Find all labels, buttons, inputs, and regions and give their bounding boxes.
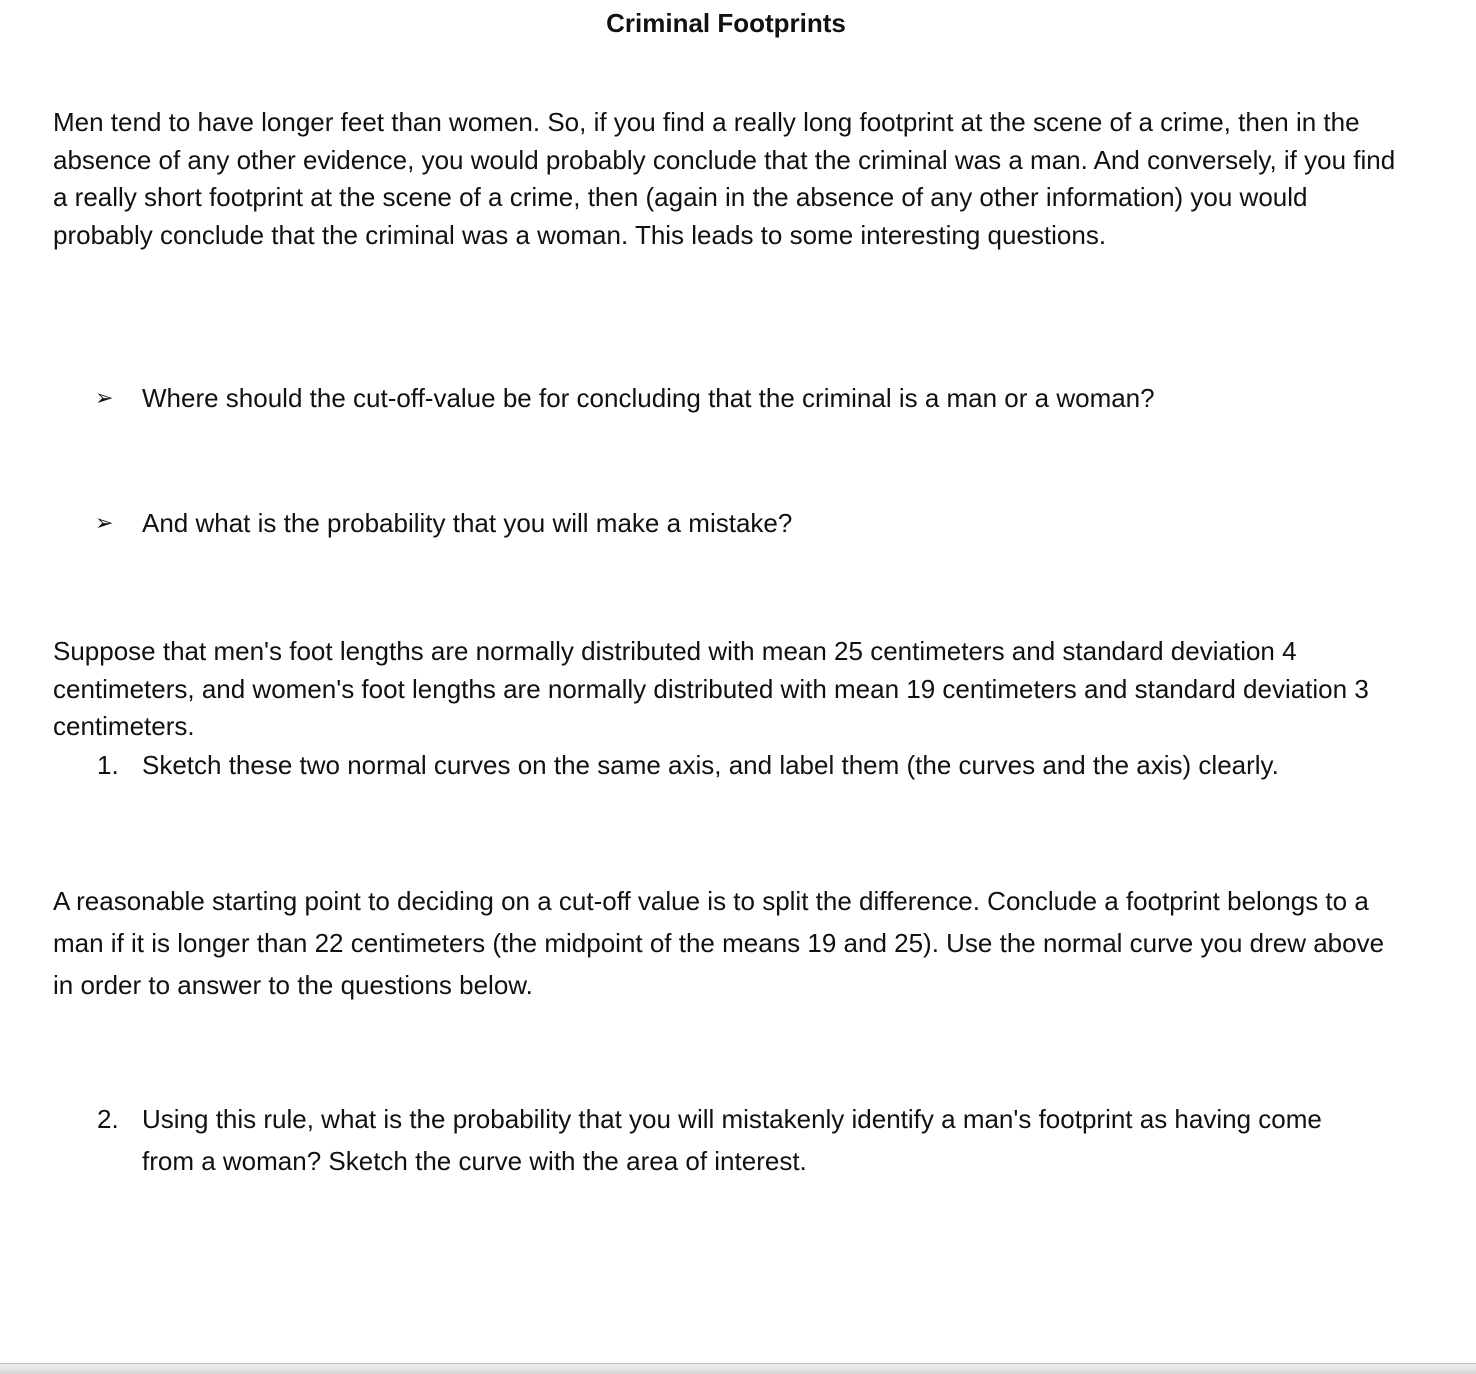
intro-paragraph: Men tend to have longer feet than women. So, if you find a really long footprint at the scene of a crime, then in the absence of any other evidence, you would probably conclude that the criminal was a man. And conversely, if you find a really short footprint at the scene of a crime, then (again in the absence of any other information) you would probably conclude that the criminal was a woman. This leads to some interesting questions.	[53, 107, 1396, 250]
arrow-bullet-icon: ➢	[95, 510, 114, 535]
question-number: 1.	[97, 750, 119, 780]
question-number: 2.	[97, 1104, 119, 1134]
rule-paragraph: A reasonable starting point to deciding on a cut-off value is to split the difference. Conclude a footprint belongs to a man if it is longer than 22 centimeters (the midpoint of the means 19 and 25). Use the normal curve you drew above in order to answer to the questions below.	[53, 886, 1385, 1000]
arrow-bullet-icon: ➢	[95, 385, 114, 410]
bullet-text: Where should the cut-off-value be for concluding that the criminal is a man or a woman?	[142, 383, 1155, 413]
setup-paragraph: Suppose that men's foot lengths are normally distributed with mean 25 centimeters and standard deviation 4 centimeters, and women's foot lengths are normally distributed with mean 19 centimeters and standard deviation 3 centimeters.	[53, 636, 1369, 741]
bullet-text: And what is the probability that you will make a mistake?	[142, 508, 793, 538]
question-text: Sketch these two normal curves on the same axis, and label them (the curves and the axis) clearly.	[142, 750, 1279, 780]
document-title: Criminal Footprints	[606, 8, 846, 38]
window-bottom-edge	[0, 1363, 1476, 1374]
question-text: Using this rule, what is the probability that you will mistakenly identify a man's footprint as having come from a woman? Sketch the curve with the area of interest.	[142, 1104, 1322, 1176]
